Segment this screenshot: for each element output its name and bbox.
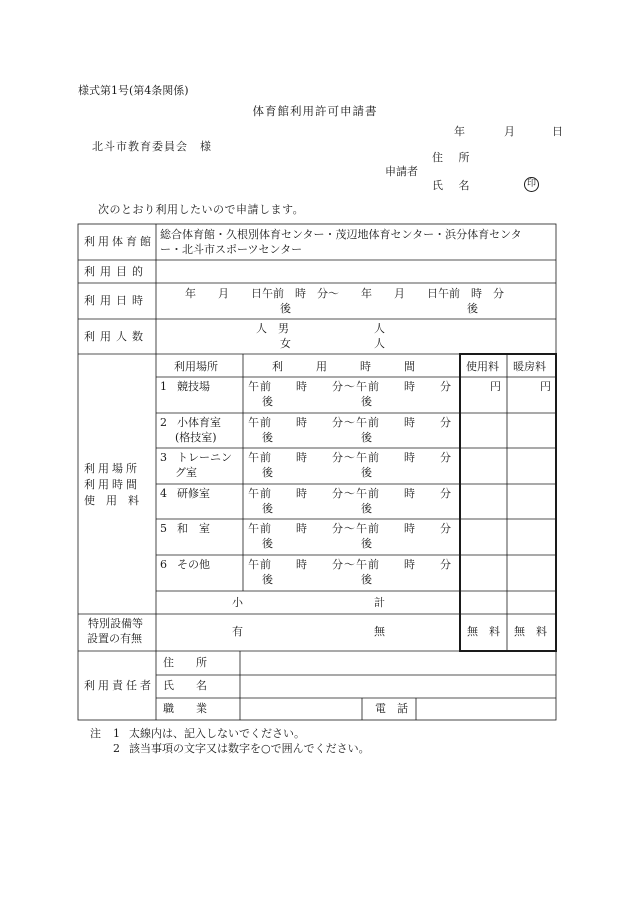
note-1-text: 太線内は、記入しないでください。 bbox=[129, 727, 305, 740]
special-yes[interactable]: 有 bbox=[232, 625, 243, 638]
room-5-time-top[interactable]: 午前 時 分～午前 時 分 bbox=[248, 522, 452, 535]
date-day: 日 bbox=[552, 125, 563, 138]
note-1-number: 1 bbox=[113, 727, 120, 740]
headcount-male-unit: 人 bbox=[374, 322, 385, 335]
rooms-label-place: 利用場所 bbox=[84, 462, 140, 475]
intro-text: 次のとおり利用したいので申請します。 bbox=[98, 203, 305, 216]
special-heating-free: 無 料 bbox=[514, 625, 547, 638]
headcount-female-unit: 人 bbox=[374, 337, 385, 350]
page-title: 体育館利用許可申請書 bbox=[252, 104, 378, 118]
special-fee-free: 無 料 bbox=[467, 625, 500, 638]
room-3-name[interactable]: トレーニン bbox=[177, 451, 232, 464]
usage-date-after-start: 後 bbox=[280, 302, 291, 315]
responsible-name-field[interactable] bbox=[244, 677, 552, 695]
room-6-no: 6 bbox=[160, 558, 167, 571]
room-6-time-top[interactable]: 午前 時 分～午前 時 分 bbox=[248, 558, 452, 571]
special-label-2: 設置の有無 bbox=[87, 632, 142, 645]
col-header-heating: 暖房料 bbox=[513, 360, 546, 373]
responsible-phone-label: 電 話 bbox=[375, 702, 408, 715]
usage-date-label: 利用日時 bbox=[84, 294, 148, 307]
facility-options-line1[interactable]: 総合体育館・久根別体育センター・茂辺地体育センター・浜分体育センタ bbox=[160, 228, 522, 241]
headcount-male[interactable]: 人 男 bbox=[256, 322, 289, 335]
seal-mark: 印 bbox=[524, 177, 539, 192]
date-year: 年 bbox=[454, 125, 465, 138]
special-no[interactable]: 無 bbox=[374, 625, 385, 638]
room-2-time-top[interactable]: 午前 時 分～午前 時 分 bbox=[248, 416, 452, 429]
applicant-label: 申請者 bbox=[385, 165, 418, 178]
room-4-name[interactable]: 研修室 bbox=[177, 487, 210, 500]
subtotal-label-small: 小 bbox=[232, 596, 243, 609]
rooms-label-fee: 使 用 料 bbox=[84, 494, 139, 507]
responsible-job-field[interactable] bbox=[244, 700, 358, 718]
col-header-place: 利用場所 bbox=[174, 360, 218, 373]
applicant-address-label: 住 所 bbox=[432, 151, 476, 164]
date-month: 月 bbox=[504, 125, 515, 138]
note-2-number: 2 bbox=[113, 742, 120, 755]
facility-label: 利用体育館 bbox=[84, 235, 154, 248]
room-4-time-bottom: 後 後 bbox=[262, 502, 372, 515]
purpose-label: 利用目的 bbox=[84, 265, 148, 278]
room-1-fee-yen: 円 bbox=[490, 380, 501, 393]
purpose-field[interactable] bbox=[160, 262, 552, 280]
responsible-address-field[interactable] bbox=[244, 653, 552, 671]
usage-date-line[interactable]: 年 月 日午前 時 分～ 年 月 日午前 時 分 bbox=[185, 287, 504, 300]
room-1-time-bottom: 後 後 bbox=[262, 395, 372, 408]
room-2-name-sub: (格技室) bbox=[175, 431, 217, 444]
special-label-1: 特別設備等 bbox=[88, 617, 143, 630]
room-4-time-top[interactable]: 午前 時 分～午前 時 分 bbox=[248, 487, 452, 500]
room-1-no: 1 bbox=[160, 380, 167, 393]
room-5-name[interactable]: 和 室 bbox=[177, 522, 210, 535]
room-3-time-top[interactable]: 午前 時 分～午前 時 分 bbox=[248, 451, 452, 464]
headcount-female[interactable]: 女 bbox=[280, 337, 291, 350]
note-prefix: 注 bbox=[90, 727, 101, 740]
room-2-time-bottom: 後 後 bbox=[262, 431, 372, 444]
responsible-label: 利用責任者 bbox=[84, 679, 154, 692]
col-header-fee: 使用料 bbox=[466, 360, 499, 373]
responsible-address-label: 住 所 bbox=[163, 656, 207, 669]
rooms-label-time: 利用時間 bbox=[84, 478, 140, 491]
room-6-time-bottom: 後 後 bbox=[262, 573, 372, 586]
room-2-no: 2 bbox=[160, 416, 167, 429]
addressee: 北斗市教育委員会 様 bbox=[92, 140, 212, 153]
facility-options-line2[interactable]: ー・北斗市スポーツセンター bbox=[160, 243, 303, 256]
note-2-text: 該当事項の文字又は数字を○で囲んでください。 bbox=[129, 742, 370, 755]
responsible-phone-field[interactable] bbox=[420, 700, 552, 718]
responsible-job-label: 職 業 bbox=[163, 702, 207, 715]
form-number: 様式第1号(第4条関係) bbox=[78, 84, 189, 97]
subtotal-label-total: 計 bbox=[374, 596, 385, 609]
room-3-name-sub: グ室 bbox=[175, 466, 197, 479]
room-1-time-top[interactable]: 午前 時 分～午前 時 分 bbox=[248, 380, 452, 393]
responsible-name-label: 氏 名 bbox=[163, 679, 207, 692]
room-5-no: 5 bbox=[160, 522, 167, 535]
room-3-no: 3 bbox=[160, 451, 167, 464]
room-2-name[interactable]: 小体育室 bbox=[177, 416, 221, 429]
room-4-no: 4 bbox=[160, 487, 167, 500]
room-1-name[interactable]: 競技場 bbox=[177, 380, 210, 393]
room-6-name[interactable]: その他 bbox=[177, 558, 210, 571]
room-3-time-bottom: 後 後 bbox=[262, 466, 372, 479]
col-header-time: 利 用 時 間 bbox=[272, 360, 415, 373]
headcount-label: 利用人数 bbox=[84, 330, 148, 343]
usage-date-after-end: 後 bbox=[467, 302, 478, 315]
applicant-name-label: 氏 名 bbox=[432, 179, 476, 192]
room-5-time-bottom: 後 後 bbox=[262, 537, 372, 550]
room-1-heating-yen: 円 bbox=[540, 380, 551, 393]
